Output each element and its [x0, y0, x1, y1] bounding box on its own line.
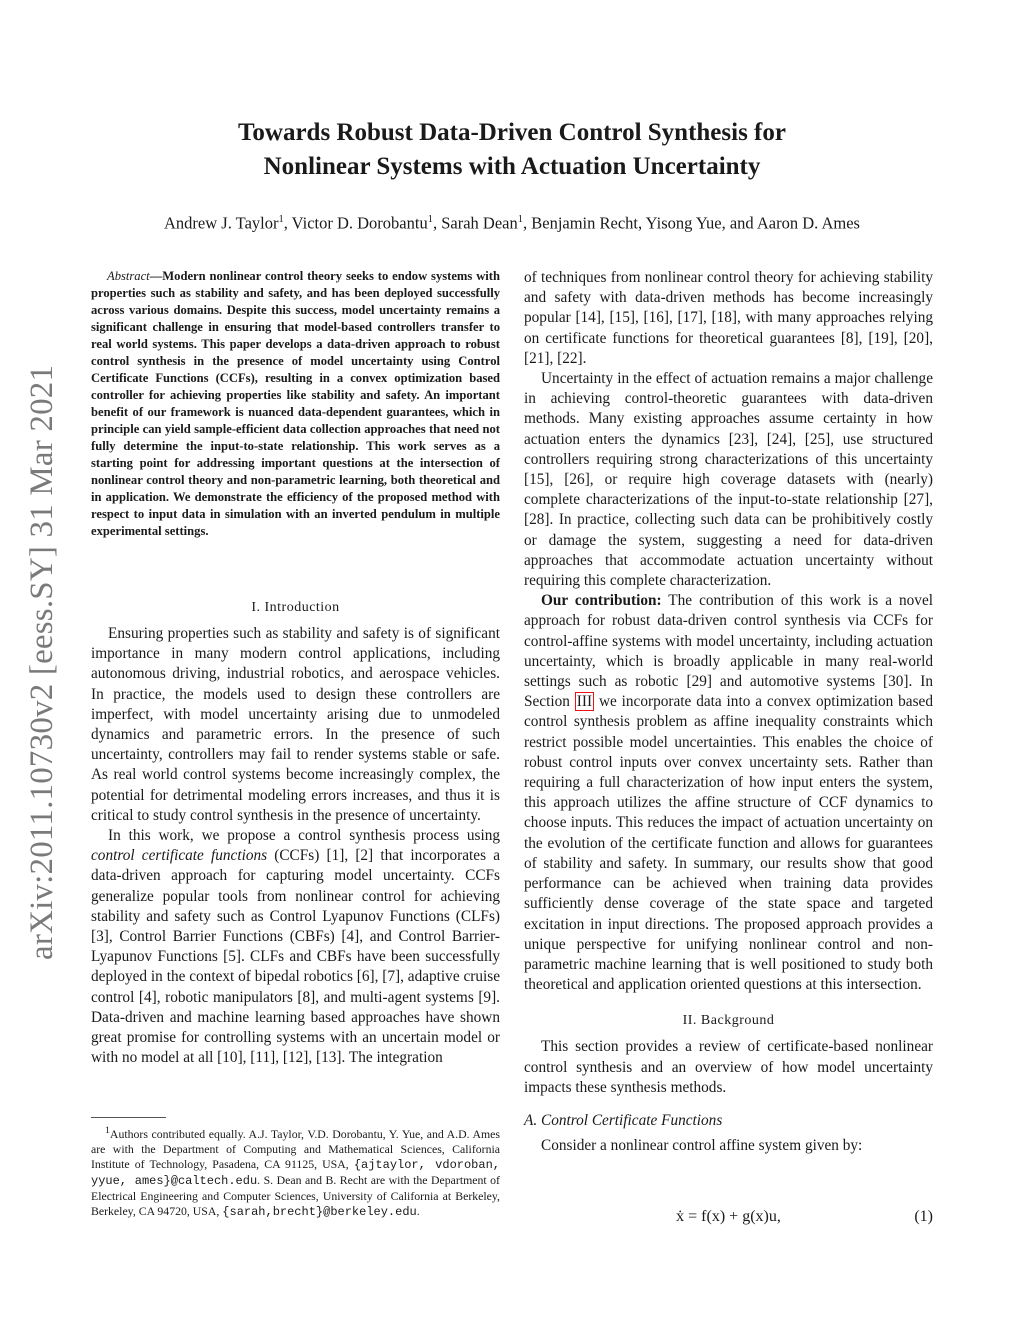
intro-paragraph-1: Ensuring properties such as stability and safety is of significant importance in many modern control applications, including autonomous driving, industrial robotics, and aerospace vehicles. In practice, the models used to design these controllers are imperfect, with model uncertainty arising due to unmodeled dynamics and parametric errors. In the presence of such uncertainty, controllers may fail to render systems stable or safe. As real world control systems become increasingly complex, the potential for detrimental modeling errors increases, and thus it is critical to study control synthesis in the presence of uncertainty.	[91, 625, 500, 824]
footnote-rule	[91, 1117, 166, 1118]
contribution-text-a: The contribution of this work is a novel approach for robust data-driven control synthesis via CCFs for control-affine systems with model uncertainty, including actuation uncertainty, which is broadly applicable in many real-world settings such as robotic [29] and automotive systems [30]. In Section	[524, 592, 933, 711]
contribution-paragraph	[524, 591, 933, 995]
ccf-paragraph: Consider a nonlinear control affine system given by:	[541, 1136, 863, 1154]
intro-p2-rest: (CCFs) [1], [2] that incorporates a data-driven approach for capturing model uncertainty. CCFs generalize popular tools from nonlinear control for achieving stability and safety such as Control Lyapunov Functions (CLFs) [3], Control Barrier Functions (CBFs) [4], and Control Barrier-Lyapunov Functions [5]. CLFs and CBFs have been successfully deployed in the context of bipedal robotics [6], [7], adaptive cruise control [4], robotic manipulators [8], and multi-agent systems [9]. Data-driven and machine learning based approaches have shown great promise for controlling systems with an uncertain model or with no model at all [10], [11], [12], [13]. The integration	[91, 847, 501, 1067]
intro-p2-start: In this work, we propose a control synthesis process using	[108, 827, 500, 845]
author-list	[60, 208, 964, 236]
introduction-section	[91, 600, 500, 1068]
right-paragraph-1: of techniques from nonlinear control theory for achieving stability and safety with data-driven methods has become increasingly popular [14], [15], [16], [17], [18], with many approaches relying on certificate functions for theoretical guarantees [8], [19], [20], [21], [22].	[524, 269, 933, 367]
contribution-text-b: we incorporate data into a convex optimization based control synthesis problem as affine inequality constraints which restrict possible model uncertainties. This enables the choice of robust control inputs over convex uncertainty sets. Rather than requiring a full characterization of how input enters the system, this approach utilizes the affine structure of CCF dynamics to choose inputs. This reduces the impact of actuation uncertainty on the evolution of the certificate function and allows for guarantees of stability and safety. In summary, our results show that good performance can be achieved when training data provides sufficiently dense coverage of the state space and targeted excitation in input directions. The proposed approach provides a unique perspective for unifying nonlinear control and non-parametric machine learning that is well positioned to study both theoretical and application oriented questions at this intersection.	[524, 693, 933, 994]
equation-1	[524, 1208, 933, 1232]
equation-body: ẋ = f(x) + g(x)u,	[676, 1208, 781, 1225]
section-heading-background: II. Background	[682, 1013, 775, 1029]
author-3: , Sarah Dean	[432, 213, 518, 233]
paper-title	[100, 116, 924, 184]
equation-number: (1)	[914, 1208, 933, 1225]
abstract-text: Modern nonlinear control theory seeks to endow systems with properties such as stability and safety, and has been deployed successfully across various domains. Despite this success, model uncertainty remains a significant challenge in ensuring that model-based controllers transfer to real world systems. This paper develops a data-driven approach to robust control synthesis in the presence of model uncertainty using Control Certificate Functions (CCFs), resulting in a convex optimization based controller for achieving properties like stability and safety. An important benefit of our framework is nuanced data-dependent guarantees, which in principle can yield sample-efficient data collection approaches that need not fully determine the input-to-state relationship. This work serves as a starting point for addressing important questions at the intersection of nonlinear control theory and non-parametric learning, both theoretical and in application. We demonstrate the efficiency of the proposed method with respect to input data in simulation with an inverted pendulum in multiple experimental settings.	[91, 269, 500, 538]
intro-p2-italic: control certificate functions	[91, 847, 268, 865]
right-column	[524, 268, 933, 1156]
footnote-email-caltech: {ajtaylor, vdoroban, yyue, ames}@caltech.edu	[91, 1157, 500, 1188]
abstract	[91, 268, 500, 540]
footnote	[91, 1123, 500, 1220]
right-paragraph-2: Uncertainty in the effect of actuation remains a major challenge in achieving control-theoretic guarantees with data-driven methods. Many existing approaches assume certainty in how actuation enters the dynamics [23], [24], [25], use structured controllers requiring strong characterizations of this uncertainty [15], [26], or require high coverage datasets with (nearly) complete characterizations of the input-to-state relationship [27], [28]. In practice, collecting such data can be prohibitively costly or damage the system, suggesting a need for data-driven approaches that accommodate actuation uncertainty without requiring this complete characterization.	[524, 370, 933, 590]
author-2-mark: 1	[427, 214, 433, 225]
footnote-text-3: .	[416, 1203, 420, 1218]
footnote-mark: 1	[105, 1125, 110, 1136]
subsection-heading-ccf: A. Control Certificate Functions	[524, 1111, 723, 1129]
section-heading-introduction: I. Introduction	[251, 600, 340, 615]
title-line-1: Towards Robust Data-Driven Control Synthesis for	[238, 119, 786, 146]
footnote-email-berkeley: {sarah,brecht}@berkeley.edu	[222, 1204, 417, 1219]
abstract-dash: —	[149, 269, 163, 283]
abstract-label: Abstract	[107, 269, 150, 283]
author-3-mark: 1	[517, 214, 523, 225]
authors-rest: , Benjamin Recht, Yisong Yue, and Aaron D. Ames	[522, 213, 860, 233]
contribution-label: Our contribution:	[541, 592, 662, 610]
section-link-III[interactable]: III	[576, 693, 593, 711]
title-line-2: Nonlinear Systems with Actuation Uncertainty	[263, 153, 761, 180]
arxiv-side-stamp: arXiv:2011.10730v2 [eess.SY] 31 Mar 2021	[24, 364, 60, 960]
author-1-mark: 1	[278, 214, 284, 225]
author-2: , Victor D. Dorobantu	[283, 213, 428, 233]
footnote-text-2: . S. Dean and B. Recht are with the Department of Electrical Engineering and Computer Sciences, University of California at Berkeley, Berkeley, CA 94720, USA,	[91, 1172, 500, 1218]
author-1: Andrew J. Taylor	[164, 213, 279, 233]
background-paragraph: This section provides a review of certificate-based nonlinear control synthesis and an overview of how model uncertainty impacts these synthesis methods.	[524, 1038, 933, 1096]
intro-paragraph-2	[91, 826, 500, 1068]
footnote-text-1: Authors contributed equally. A.J. Taylor, V.D. Dorobantu, Y. Yue, and A.D. Ames are with the Department of Computing and Mathematical Sciences, California Institute of Technology, Pasadena, CA 91125, USA,	[91, 1126, 500, 1171]
